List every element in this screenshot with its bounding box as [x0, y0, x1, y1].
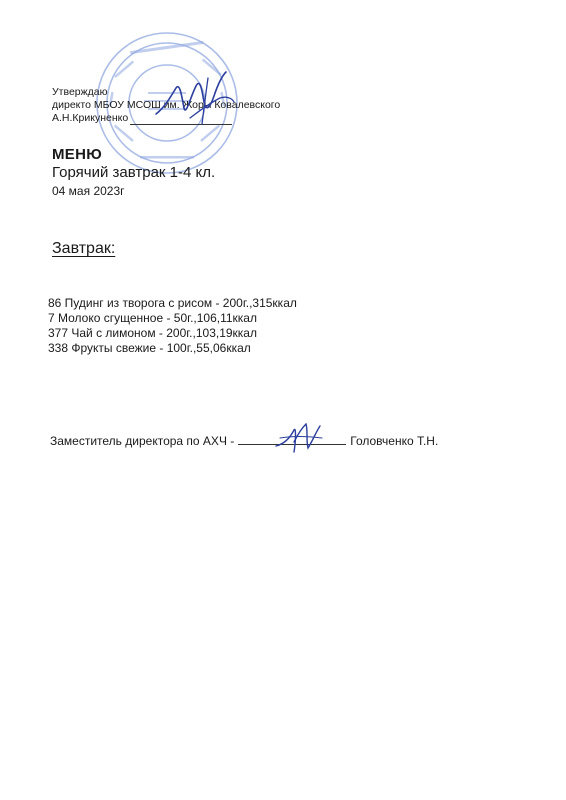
menu-item: 7 Молоко сгущенное - 50г.,106,11ккал [48, 311, 257, 325]
deputy-signature-icon [272, 420, 338, 456]
footer-signature-block [50, 434, 438, 448]
menu-items-list [48, 296, 297, 356]
footer-position: Заместитель директора по АХЧ - [50, 434, 235, 448]
menu-date: 04 мая 2023г [52, 184, 125, 198]
menu-title: МЕНЮ [52, 146, 103, 163]
menu-item: 86 Пудинг из творога с рисом - 200г.,315ккал [48, 296, 297, 310]
menu-item: 377 Чай с лимоном - 200г.,103,19ккал [48, 326, 257, 340]
footer-name: Головченко Т.Н. [350, 434, 439, 448]
director-signature-icon [150, 68, 240, 128]
approval-position: директо МБОУ МСОШ им. Жоры Ковалевского [52, 99, 281, 111]
approval-name: А.Н.Крикуненко [52, 112, 129, 124]
approval-title: Утверждаю [52, 86, 108, 98]
menu-subtitle: Горячий завтрак 1-4 кл. [52, 164, 216, 181]
menu-item: 338 Фрукты свежие - 100г.,55,06ккал [48, 341, 251, 355]
meal-section-label: Завтрак: [52, 240, 116, 257]
meal-section-heading [52, 240, 115, 258]
